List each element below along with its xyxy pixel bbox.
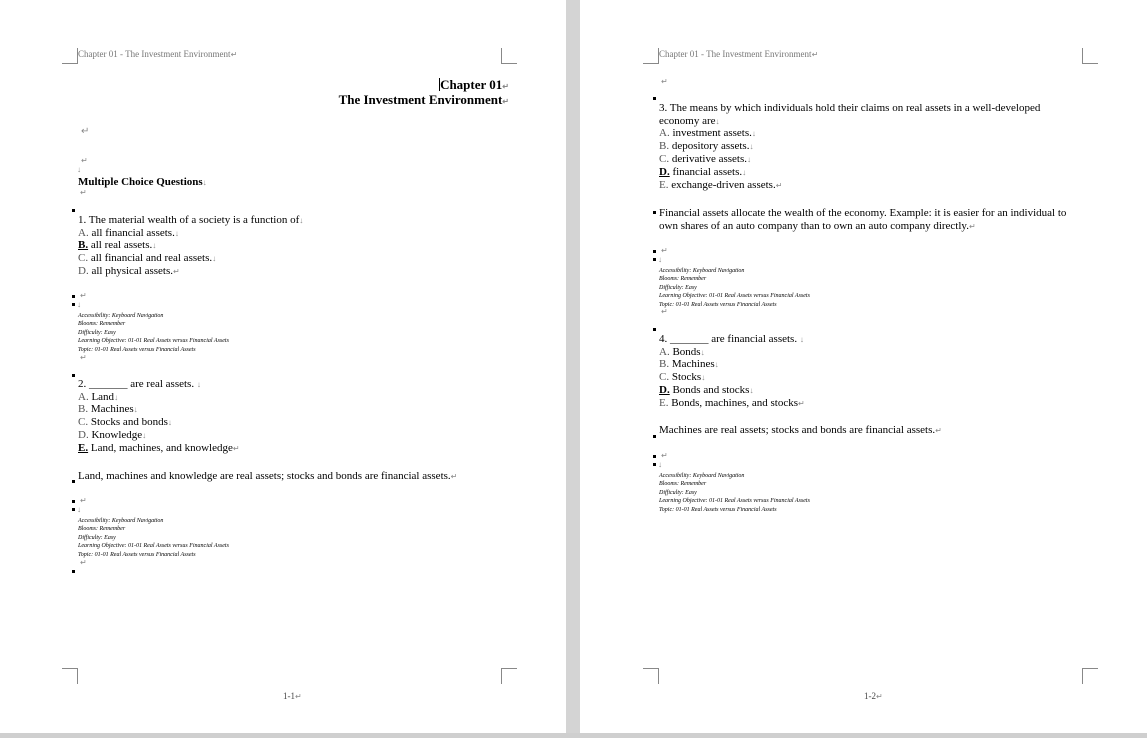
question-4-explanation: Machines are real assets; stocks and bonds are financial assets.↵ xyxy=(659,424,942,436)
page-header: Chapter 01 - The Investment Environment↵ xyxy=(659,49,819,59)
question-4-option-c: C. Stocks↓ xyxy=(659,371,706,383)
margin-corner-top-right xyxy=(1082,48,1098,64)
question-4-text: 4. _______ are financial assets. ↓ xyxy=(659,333,804,345)
paragraph-mark: ↵ xyxy=(81,126,90,137)
question-3-option-b: B. depository assets.↓ xyxy=(659,140,754,152)
page-number: 1-1↵ xyxy=(283,691,302,701)
question-3-explanation: Financial assets allocate the wealth of the economy. Example: it is easier for an individual to own shares of an auto company than to own an auto company directly.↵ xyxy=(659,207,1067,232)
question-2-metadata: Accessibility: Keyboard Navigation Blooms: Remember Difficulty: Easy Learning Objective: 01-01 Real Assets versus Financial Assets Topic: 01-01 Real Assets versus Financial Assets xyxy=(78,518,229,558)
question-1-option-c: C. all financial and real assets.↓ xyxy=(78,252,217,264)
margin-corner-bottom-left xyxy=(62,668,78,684)
document-page-1[interactable] xyxy=(0,0,566,733)
paragraph-mark: ↵ xyxy=(661,77,668,86)
paragraph-bullet xyxy=(72,303,75,306)
paragraph-mark: ↵ xyxy=(661,307,668,316)
line-break-mark: ↓ xyxy=(77,165,81,174)
page-gutter xyxy=(566,0,580,738)
paragraph-bullet xyxy=(653,250,656,253)
paragraph-mark: ↵ xyxy=(80,291,87,300)
line-break-mark: ↓ xyxy=(658,460,662,469)
question-4-option-d: D. Bonds and stocks↓ xyxy=(659,384,754,396)
question-4-metadata: Accessibility: Keyboard Navigation Blooms: Remember Difficulty: Easy Learning Objective: 01-01 Real Assets versus Financial Assets Topic: 01-01 Real Assets versus Financial Assets xyxy=(659,473,810,513)
paragraph-bullet xyxy=(72,374,75,377)
paragraph-mark: ↵ xyxy=(80,558,87,567)
paragraph-bullet xyxy=(653,455,656,458)
margin-corner-bottom-left xyxy=(643,668,659,684)
paragraph-mark: ↵ xyxy=(80,188,87,197)
paragraph-mark: ↵ xyxy=(80,496,87,505)
paragraph-bullet xyxy=(72,570,75,573)
line-break-mark: ↓ xyxy=(658,255,662,264)
question-3-metadata: Accessibility: Keyboard Navigation Blooms: Remember Difficulty: Easy Learning Objective: 01-01 Real Assets versus Financial Assets Topic: 01-01 Real Assets versus Financial Assets xyxy=(659,268,810,308)
paragraph-bullet xyxy=(653,211,656,214)
question-4-option-e: E. Bonds, machines, and stocks↵ xyxy=(659,397,805,409)
line-break-mark: ↓ xyxy=(77,300,81,309)
question-1-option-b: B. all real assets.↓ xyxy=(78,239,157,251)
question-4-option-b: B. Machines↓ xyxy=(659,358,719,370)
question-3-text: 3. The means by which individuals hold their claims on real assets in a well-developed economy are↓ xyxy=(659,102,1041,127)
question-3-option-d: D. financial assets.↓ xyxy=(659,166,747,178)
line-break-mark: ↓ xyxy=(77,505,81,514)
margin-corner-bottom-right xyxy=(1082,668,1098,684)
margin-corner-top-left xyxy=(643,48,659,64)
question-4-option-a: A. Bonds↓ xyxy=(659,346,705,358)
question-2-text: 2. _______ are real assets. ↓ xyxy=(78,378,201,390)
question-3-option-a: A. investment assets.↓ xyxy=(659,127,756,139)
paragraph-mark: ↵ xyxy=(661,246,668,255)
document-page-2[interactable] xyxy=(580,0,1147,733)
question-2-option-a: A. Land↓ xyxy=(78,391,119,403)
question-2-option-d: D. Knowledge↓ xyxy=(78,429,147,441)
margin-corner-top-left xyxy=(62,48,78,64)
paragraph-mark: ↵ xyxy=(81,156,88,165)
paragraph-bullet xyxy=(72,480,75,483)
chapter-subtitle: The Investment Environment↵ xyxy=(338,92,509,107)
section-title: Multiple Choice Questions↓ xyxy=(78,176,207,188)
question-2-option-c: C. Stocks and bonds↓ xyxy=(78,416,172,428)
paragraph-bullet xyxy=(653,463,656,466)
paragraph-bullet xyxy=(653,435,656,438)
question-1-option-a: A. all financial assets.↓ xyxy=(78,227,179,239)
paragraph-bullet xyxy=(72,500,75,503)
paragraph-bullet xyxy=(653,328,656,331)
paragraph-bullet xyxy=(72,209,75,212)
bottom-scroll-area xyxy=(0,733,1147,738)
question-2-explanation: Land, machines and knowledge are real assets; stocks and bonds are financial assets.↵ xyxy=(78,470,458,482)
question-2-option-b: B. Machines↓ xyxy=(78,403,138,415)
question-1-text: 1. The material wealth of a society is a function of↓ xyxy=(78,214,304,226)
question-1-option-d: D. all physical assets.↵ xyxy=(78,265,180,277)
paragraph-mark: ↵ xyxy=(80,353,87,362)
page-header: Chapter 01 - The Investment Environment↵ xyxy=(78,49,238,59)
paragraph-bullet xyxy=(653,97,656,100)
question-3-option-e: E. exchange-driven assets.↵ xyxy=(659,179,783,191)
margin-corner-bottom-right xyxy=(501,668,517,684)
question-1-metadata: Accessibility: Keyboard Navigation Blooms: Remember Difficulty: Easy Learning Objective: 01-01 Real Assets versus Financial Assets Topic: 01-01 Real Assets versus Financial Assets xyxy=(78,313,229,353)
paragraph-bullet xyxy=(72,295,75,298)
question-3-option-c: C. derivative assets.↓ xyxy=(659,153,751,165)
margin-corner-top-right xyxy=(501,48,517,64)
page-number: 1-2↵ xyxy=(864,691,883,701)
question-2-option-e: E. Land, machines, and knowledge↵ xyxy=(78,442,240,454)
paragraph-bullet xyxy=(72,508,75,511)
paragraph-mark: ↵ xyxy=(661,451,668,460)
paragraph-bullet xyxy=(653,258,656,261)
chapter-title: Chapter 01↵ xyxy=(440,77,509,92)
